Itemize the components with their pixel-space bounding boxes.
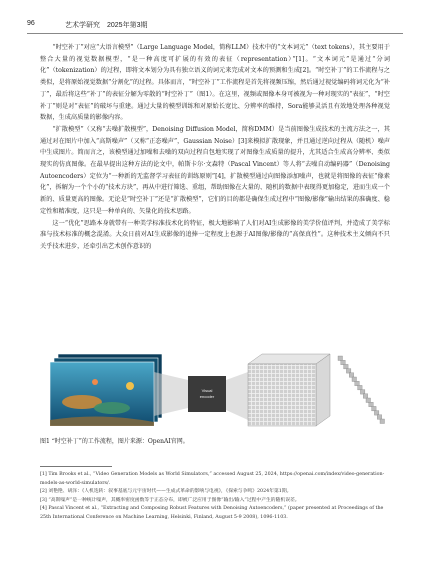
footnotes	[40, 471, 390, 522]
figure-caption: 图1 “时空补丁”的工作流程，图片来源：OpenAI官网。	[40, 438, 189, 445]
patch-token	[369, 402, 374, 407]
patch-token	[377, 415, 382, 420]
patch-token	[355, 381, 360, 386]
flattened-patches	[338, 356, 385, 424]
encoder-label-1: Visual	[201, 388, 213, 393]
header-rule	[27, 33, 403, 34]
patch-token	[372, 406, 377, 411]
patch-token	[374, 411, 379, 416]
patch-token	[349, 373, 354, 378]
body-text	[40, 42, 390, 253]
paragraph-3: 这一“优化”思路本身就带有一种美学标准技术化的特征，极大地影响了人们对AI生成影像的美学价值评判，并造成了美学标准与技术标准的概念混淆。大众日前对AI生成影像的追捧一定程度上也源于AI图像/影像的“高保真性”。这种技术主义倾向不只关乎技术进步，还牵引出艺术创作意识的	[40, 219, 390, 250]
paragraph-2: “扩散模型”（又称“去噪扩散模型”，Denoising Diffusion Model，简称DMM）是当前图像生成技术的主流方法之一，其通过对在图片中加入“高斯噪声”（又称“正态噪声”，Gaussian Noise）[3]来模拟扩散现象，并且通过逆向过程从（随机）噪声中生成图片。简而言之，该模型通过加噪和去噪的双向过程自包地实现了对图像生成质量的提升，尤其适合生成高分辨率、类似现实的仿真图像。在最早提出这种方法的论文中，帕斯卡尔·文森特（Pascal Vincent）等人将“去噪自动编码器”（Denoising Autoencoders）定位为“一种新的无监督学习表征的训练原则”[4]，扩散模型通过向图像添加噪声，也就是将图像的表征“像素化”，拆解为一个个小的“技术方块”，再从中进行筛选、重组，帮助图像在大量的、随机的数据中表现得更加稳定，进而生成一个新的、质量更高的图像。无论是“时空补丁”还是“扩散模型”，它们的目的都是确保生成过程中“图像/影像”输出结果的准确度、稳定性和精准度，这只是一种单向的、矢量化的技术思路。	[40, 125, 390, 215]
video-frames	[50, 354, 162, 426]
patch-token	[380, 419, 385, 424]
patch-token	[338, 356, 343, 361]
patch-token	[358, 385, 363, 390]
patch-token	[366, 398, 371, 403]
footnote-2: [2] 刘艳艳、胡泽：《人机迭转：叙事基底与元宇宙时代——生成式革命的影响与电视》，《探索与争鸣》2024年第1期。	[40, 489, 292, 494]
paragraph-1: “时空补丁”对应“大语言模型”（Large Language Model，简称LLM）技术中的“文本词元”（text tokens），其主要用于整合大量的视觉数据模型，“是一种高度可扩展的有效的表征（representation）”[1]。“文本词元”是通过“分词化”（tokenization）的过程，即将文本划分为具有独立语义的词元来完成对文本的预测和生成[2]。“时空补丁”的工作流程与之类似，是将原始视觉数据“分割化”的过程。具体而言，“时空补丁”工作流程是首先将视频压缩，然后通过视觉编码将词元化为“补丁”，最后将这些“补丁”的表征分解为零散的“时空补丁”（图1）。在这里，视频或图像本身可被视为一种对现实的“表征”，“时空补丁”则是对“表征”的破坏与重建。通过大量的模型训练和对原始长宽比、分辨率的维持，Sora能够灵活且有效地处理各种视觉数据，生成高质量的影像内容。	[40, 44, 390, 122]
footnote-rule	[40, 466, 112, 467]
figure-1	[40, 342, 390, 430]
visual-encoder-box	[154, 372, 248, 420]
patch-token	[360, 390, 365, 395]
footnote-3: [3] “高斯噪声”是一种统计噪声，其概率密度函数等于正态分布，即被广泛应用于图像“输出/输入”过程中产生的随机误差。	[40, 497, 300, 503]
journal-title: 艺术学研究 2025年第3期	[65, 22, 148, 29]
patch-token	[352, 377, 357, 382]
patch-token	[346, 369, 351, 374]
footnote-4: [4] Pascal Vincent et al., “Extracting and Composing Robust Features with Denoising Autoencoders,” (paper presented at Proceedings of the 25th International Conference on Machine Learning, Helsinki, Finland, August 5-9 2008), 1096-1103.	[40, 506, 384, 520]
patch-workflow-illustration	[40, 342, 390, 430]
patch-token	[341, 360, 346, 365]
patch-cube	[248, 354, 330, 426]
running-header	[27, 17, 407, 33]
patch-token	[344, 364, 349, 369]
patch-token	[363, 394, 368, 399]
footnote-1: [1] Tim Brooks et al., “Video Generation Models as World Simulators,” accessed August 25, 2024, https://openai.com/index/video-generation-models-as-world-simulators/.	[40, 472, 385, 486]
page-number: 96	[27, 20, 35, 27]
encoder-label-2: encoder	[199, 394, 215, 399]
